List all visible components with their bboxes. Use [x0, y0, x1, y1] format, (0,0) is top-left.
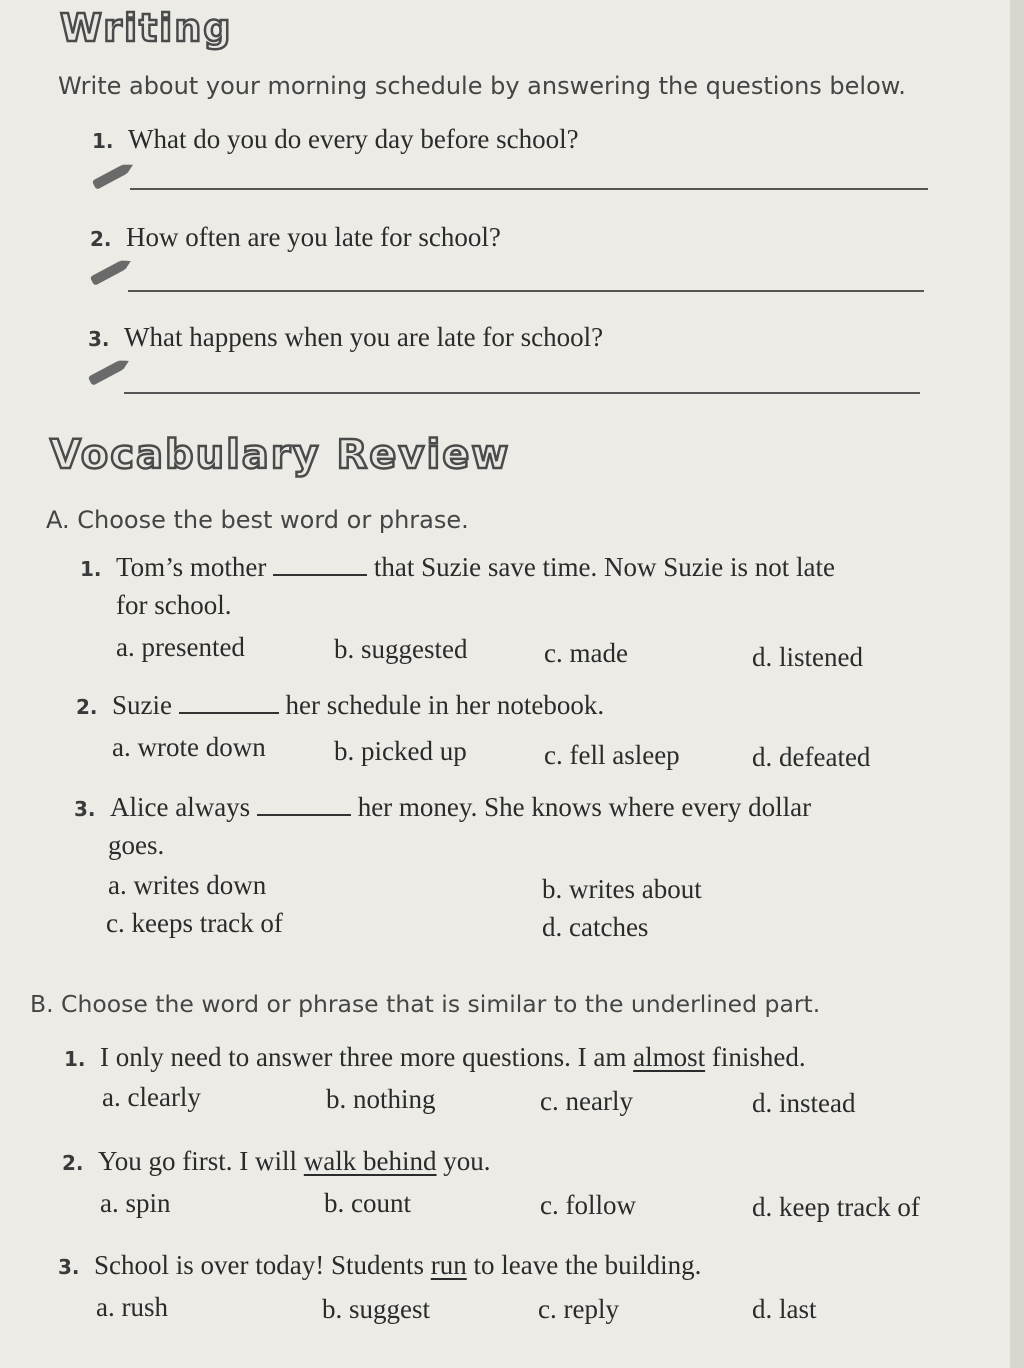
question-text: How often are you late for school?: [126, 222, 501, 252]
option-text: suggest: [349, 1294, 430, 1324]
page-edge: [1010, 0, 1024, 1368]
item-number: 2.: [62, 1151, 84, 1175]
option-text: follow: [565, 1190, 636, 1220]
item-number: 1.: [64, 1047, 86, 1071]
option-a[interactable]: [112, 732, 266, 763]
writing-question-1: [92, 124, 579, 155]
underlined-word: almost: [633, 1042, 706, 1072]
writing-question-2: [90, 222, 501, 253]
underlined-word: walk behind: [303, 1146, 437, 1176]
option-letter: c.: [540, 1190, 559, 1220]
option-text: writes about: [569, 874, 702, 904]
option-text: spin: [125, 1188, 171, 1218]
option-letter: d.: [752, 642, 773, 672]
option-text: instead: [779, 1088, 856, 1118]
question-number: 3.: [88, 327, 110, 351]
option-b[interactable]: [542, 874, 702, 905]
option-letter: d.: [752, 1192, 773, 1222]
answer-blank[interactable]: [257, 792, 351, 816]
option-letter: c.: [106, 908, 125, 938]
option-b[interactable]: [324, 1188, 411, 1219]
option-d[interactable]: [752, 642, 863, 673]
option-letter: a.: [100, 1188, 119, 1218]
option-c[interactable]: [540, 1190, 636, 1221]
option-letter: b.: [334, 634, 355, 664]
option-letter: a.: [116, 632, 135, 662]
option-letter: b.: [334, 736, 355, 766]
question-text: What do you do every day before school?: [128, 124, 579, 154]
part-a-instruction: A. Choose the best word or phrase.: [46, 506, 469, 534]
option-text: catches: [569, 912, 649, 942]
answer-blank[interactable]: [273, 552, 367, 576]
option-letter: a.: [112, 732, 131, 762]
part-b-item-2: [62, 1146, 491, 1177]
option-d[interactable]: [752, 1192, 920, 1223]
option-text: reply: [563, 1294, 619, 1324]
option-letter: c.: [540, 1086, 559, 1116]
item-text-after: to leave the building.: [473, 1250, 702, 1280]
item-text-after: that Suzie save time. Now Suzie is not late: [373, 552, 836, 582]
option-letter: b.: [324, 1188, 345, 1218]
option-letter: c.: [544, 740, 563, 770]
option-d[interactable]: [752, 1294, 817, 1325]
item-text-before: Suzie: [112, 690, 172, 720]
item-text-after: finished.: [711, 1042, 806, 1072]
option-text: last: [779, 1294, 817, 1324]
option-c[interactable]: [544, 638, 628, 669]
item-number: 3.: [74, 797, 96, 821]
part-a-item-3: [74, 792, 811, 823]
item-text-before: You go first. I will: [98, 1146, 298, 1176]
option-text: nearly: [565, 1086, 633, 1116]
option-b[interactable]: [322, 1294, 430, 1325]
answer-line-3[interactable]: [124, 392, 920, 394]
option-text: fell asleep: [569, 740, 680, 770]
option-text: defeated: [779, 742, 871, 772]
vocab-heading: Vocabulary Review: [50, 432, 511, 478]
option-text: presented: [141, 632, 245, 662]
option-letter: c.: [538, 1294, 557, 1324]
option-c[interactable]: [540, 1086, 633, 1117]
writing-question-3: [88, 322, 603, 353]
part-a-item-1: [80, 552, 835, 583]
option-d[interactable]: [752, 742, 870, 773]
option-text: nothing: [353, 1084, 436, 1114]
option-a[interactable]: [102, 1082, 201, 1113]
item-text-after: you.: [443, 1146, 491, 1176]
option-text: clearly: [127, 1082, 201, 1112]
option-a[interactable]: [116, 632, 245, 663]
option-letter: d.: [752, 742, 773, 772]
item-text-before: I only need to answer three more questions. I am: [100, 1042, 627, 1072]
option-letter: b.: [326, 1084, 347, 1114]
option-letter: b.: [322, 1294, 343, 1324]
option-text: count: [351, 1188, 411, 1218]
option-b[interactable]: [326, 1084, 436, 1115]
option-c[interactable]: [544, 740, 680, 771]
answer-line-2[interactable]: [128, 290, 924, 292]
option-letter: b.: [542, 874, 563, 904]
part-b-item-1: [64, 1042, 806, 1073]
writing-instruction: Write about your morning schedule by answering the questions below.: [58, 72, 906, 100]
option-letter: a.: [96, 1292, 115, 1322]
option-b[interactable]: [334, 634, 467, 665]
option-text: writes down: [133, 870, 267, 900]
option-b[interactable]: [334, 736, 467, 767]
option-d[interactable]: [752, 1088, 855, 1119]
part-b-instruction: B. Choose the word or phrase that is similar to the underlined part.: [30, 990, 821, 1018]
option-text: picked up: [361, 736, 467, 766]
option-text: suggested: [361, 634, 468, 664]
answer-line-1[interactable]: [130, 188, 928, 190]
option-letter: d.: [542, 912, 563, 942]
option-c[interactable]: [538, 1294, 619, 1325]
option-d[interactable]: [542, 912, 648, 943]
option-a[interactable]: [96, 1292, 168, 1323]
option-letter: d.: [752, 1088, 773, 1118]
option-letter: a.: [108, 870, 127, 900]
question-number: 1.: [92, 129, 114, 153]
item-continuation: goes.: [108, 830, 165, 860]
writing-heading: Writing: [60, 6, 233, 50]
item-text-after: her money. She knows where every dollar: [357, 792, 812, 822]
option-letter: a.: [102, 1082, 121, 1112]
question-text: What happens when you are late for school?: [124, 322, 604, 352]
item-text-before: Alice always: [110, 792, 251, 822]
option-a[interactable]: [100, 1188, 171, 1219]
item-text-before: Tom’s mother: [116, 552, 267, 582]
item-continuation: for school.: [116, 590, 232, 620]
option-text: made: [569, 638, 628, 668]
part-a-item-2: [76, 690, 604, 721]
part-b-item-3: [58, 1250, 701, 1281]
underlined-word: run: [430, 1250, 467, 1280]
item-number: 2.: [76, 695, 98, 719]
option-text: keep track of: [779, 1192, 920, 1222]
option-letter: c.: [544, 638, 563, 668]
item-text-after: her schedule in her notebook.: [285, 690, 605, 720]
option-letter: d.: [752, 1294, 773, 1324]
option-text: keeps track of: [131, 908, 283, 938]
item-number: 1.: [80, 557, 102, 581]
question-number: 2.: [90, 227, 112, 251]
option-text: rush: [121, 1292, 168, 1322]
option-text: wrote down: [137, 732, 266, 762]
answer-blank[interactable]: [179, 690, 279, 714]
option-c[interactable]: [106, 908, 283, 939]
item-number: 3.: [58, 1255, 80, 1279]
option-text: listened: [779, 642, 863, 672]
option-a[interactable]: [108, 870, 266, 901]
item-text-before: School is over today! Students: [94, 1250, 424, 1280]
